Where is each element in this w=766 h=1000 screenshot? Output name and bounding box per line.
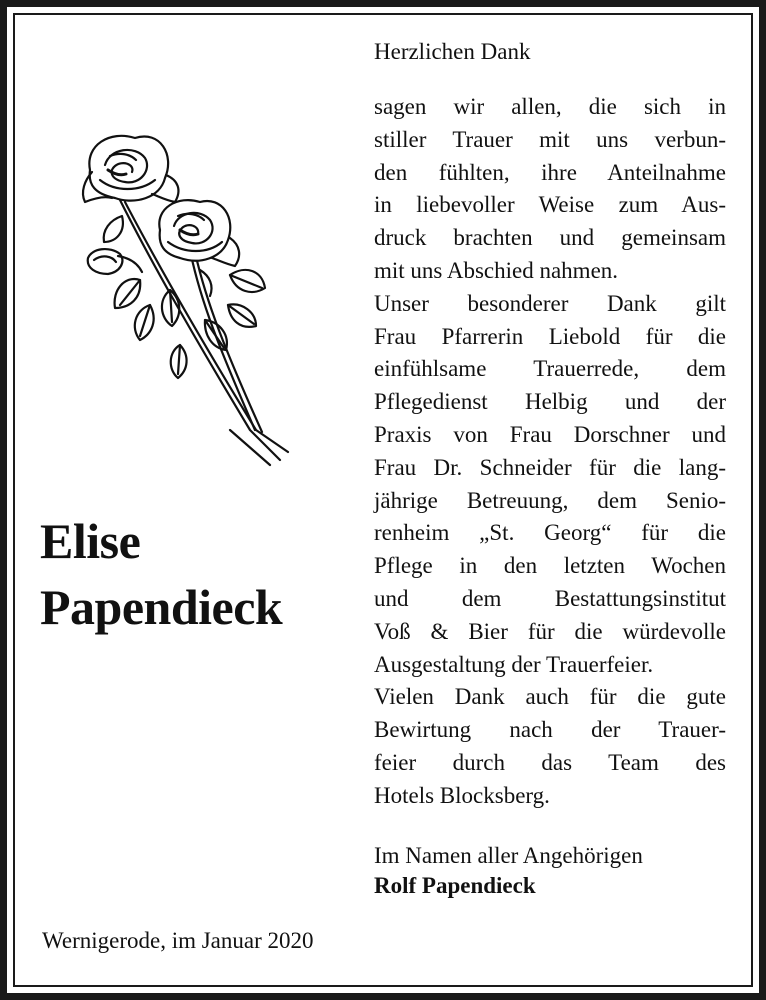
deceased-last-name: Papendieck — [40, 579, 283, 635]
deceased-name — [40, 508, 282, 640]
body-line: Voß & Bier für die würdevolle — [374, 618, 726, 644]
body-line: Praxis von Frau Dorschner und — [374, 421, 726, 447]
notice-heading: Herzlichen Dank — [374, 39, 531, 64]
body-line: Pflege in den letzten Wochen — [374, 553, 726, 579]
body-line: Unser besonderer Dank gilt — [374, 290, 726, 316]
deceased-first-name: Elise — [40, 513, 141, 569]
body-line: Hotels Blocksberg. — [374, 782, 550, 808]
body-line: mit uns Abschied nahmen. — [374, 257, 619, 283]
body-line: sagen wir allen, die sich in — [374, 94, 726, 119]
closing-line: Im Namen aller Angehörigen — [374, 843, 643, 868]
body-line: Frau Pfarrerin Liebold für die — [374, 323, 726, 349]
roses-icon — [80, 130, 300, 470]
place-date: Wernigerode, im Januar 2020 — [42, 928, 314, 953]
body-line: feier durch das Team des — [374, 749, 726, 775]
body-line: renheim „St. Georg“ für die — [374, 520, 726, 546]
body-line: Ausgestaltung der Trauerfeier. — [374, 651, 654, 677]
body-line: Bewirtung nach der Trauer- — [374, 717, 726, 743]
body-line: druck brachten und gemeinsam — [374, 225, 726, 251]
closing-block — [374, 841, 643, 901]
body-line: Frau Dr. Schneider für die lang- — [374, 454, 726, 480]
signer-name: Rolf Papendieck — [374, 873, 536, 898]
body-line: den fühlten, ihre Anteilnahme — [374, 159, 726, 185]
body-line: stiller Trauer mit uns verbun- — [374, 126, 726, 152]
body-line: und dem Bestattungsinstitut — [374, 585, 726, 611]
notice-body — [374, 91, 726, 813]
body-line: Vielen Dank auch für die gute — [374, 684, 726, 710]
body-line: jährige Betreuung, dem Senio- — [374, 487, 726, 513]
body-line: Pflegedienst Helbig und der — [374, 389, 726, 415]
body-line: einfühlsame Trauerrede, dem — [374, 356, 726, 382]
body-line: in liebevoller Weise zum Aus- — [374, 192, 726, 218]
